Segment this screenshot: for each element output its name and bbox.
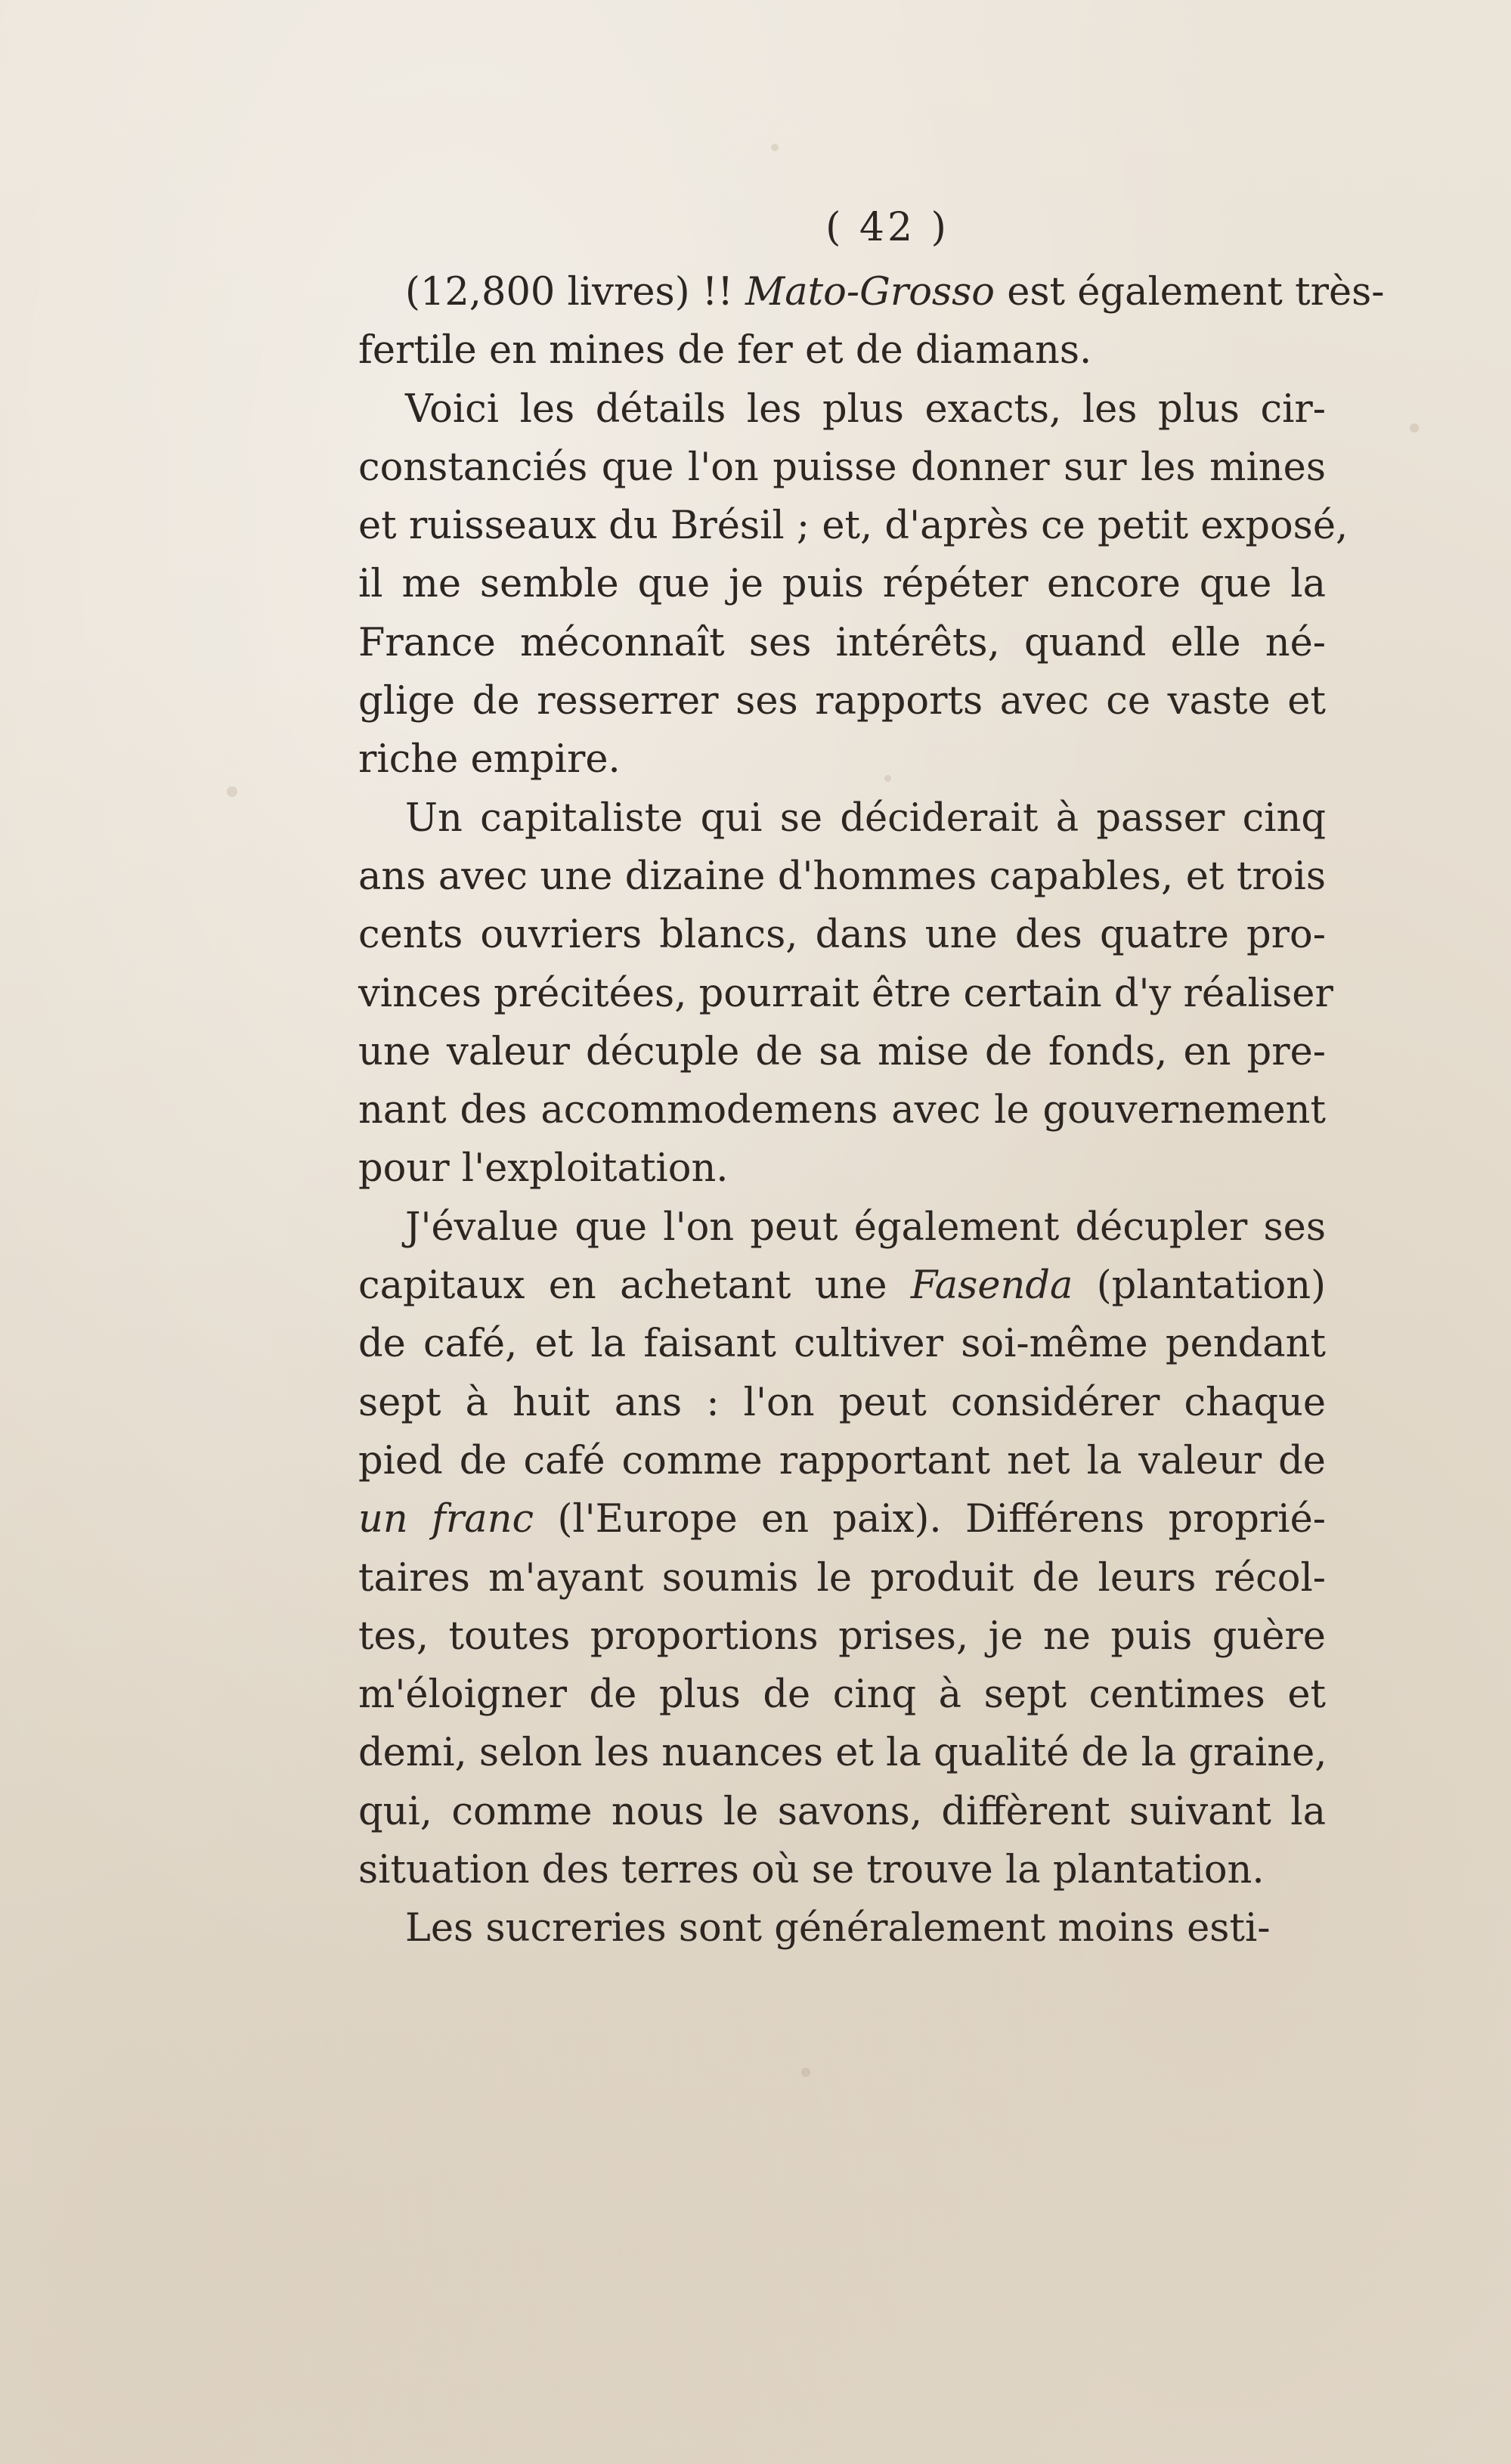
text-segment: vinces précitées, pourrait être certain d'y réaliser [358, 971, 1333, 1016]
text-line [358, 730, 1326, 789]
page-number: ( 42 ) [825, 205, 949, 250]
text-segment: (l'Europe en paix). Différens proprié- [534, 1497, 1326, 1542]
text-segment: (plantation) [1073, 1263, 1326, 1309]
text-segment: m'éloigner de plus de cinq à sept centimes et [358, 1672, 1326, 1718]
text-segment: glige de resserrer ses rapports avec ce vaste et [358, 679, 1326, 724]
text-segment: pour l'exploitation. [358, 1146, 729, 1192]
text-line [358, 614, 1326, 672]
text-line [358, 1899, 1326, 1957]
text-segment: taires m'ayant soumis le produit de leurs récol- [358, 1555, 1326, 1601]
text-segment: Un capitaliste qui se déciderait à passer cinq [405, 795, 1326, 841]
text-segment: nant des accommodemens avec le gouvernement [358, 1088, 1326, 1133]
text-line [358, 906, 1326, 964]
text-segment: est également très- [994, 270, 1385, 315]
text-segment: cents ouvriers blancs, dans une des quatre pro- [358, 913, 1326, 958]
italic-text: un franc [358, 1497, 534, 1542]
text-line [358, 1432, 1326, 1490]
text-line [358, 1607, 1326, 1666]
text-segment: France méconnaît ses intérêts, quand elle né- [358, 620, 1326, 665]
text-line [358, 1315, 1326, 1373]
foxing-spot [771, 144, 779, 151]
text-line [358, 555, 1326, 613]
text-line [358, 321, 1326, 380]
text-segment: demi, selon les nuances et la qualité de la graine, [358, 1731, 1327, 1776]
text-line [358, 1023, 1326, 1081]
text-line [358, 1139, 1326, 1198]
text-line [358, 380, 1326, 439]
text-segment: constanciés que l'on puisse donner sur les mines [358, 445, 1326, 490]
text-segment: il me semble que je puis répéter encore que la [358, 562, 1326, 607]
text-segment: de café, et la faisant cultiver soi-même pendant [358, 1322, 1326, 1367]
text-segment: et ruisseaux du Brésil ; et, d'après ce petit exposé, [358, 504, 1348, 549]
foxing-spot [227, 786, 237, 797]
text-segment: tes, toutes proportions prises, je ne puis guère [358, 1613, 1326, 1659]
text-segment: situation des terres où se trouve la plantation. [358, 1848, 1265, 1893]
text-segment: J'évalue que l'on peut également décupler ses [405, 1204, 1326, 1250]
text-segment: (12,800 livres) !! [405, 270, 746, 315]
text-line [358, 1783, 1326, 1841]
foxing-spot [1410, 423, 1419, 432]
text-segment: Les sucreries sont généralement moins esti- [405, 1906, 1271, 1951]
text-line [358, 263, 1385, 321]
text-line [358, 1081, 1326, 1139]
text-segment: pied de café comme rapportant net la valeur de [358, 1438, 1326, 1483]
text-line [358, 1666, 1326, 1724]
text-line [358, 1841, 1326, 1899]
text-line [358, 848, 1326, 906]
text-segment: qui, comme nous le savons, diffèrent suivant la [358, 1789, 1326, 1834]
text-segment: fertile en mines de fer et de diamans. [358, 328, 1092, 373]
italic-text: Fasenda [910, 1263, 1073, 1309]
text-block [358, 197, 1385, 1958]
text-segment: ans avec une dizaine d'hommes capables, et trois [358, 854, 1326, 899]
text-line [358, 1724, 1326, 1782]
text-segment: une valeur décuple de sa mise de fonds, en pre- [358, 1029, 1326, 1074]
text-segment: riche empire. [358, 737, 621, 783]
text-line [358, 789, 1326, 848]
text-line [358, 1198, 1326, 1257]
text-segment: capitaux en achetant une [358, 1263, 911, 1309]
text-line [358, 439, 1326, 497]
text-line [358, 1490, 1326, 1548]
text-line [358, 1549, 1326, 1607]
text-line [358, 497, 1348, 555]
text-line [358, 1257, 1326, 1315]
foxing-spot [801, 2068, 810, 2077]
text-segment: sept à huit ans : l'on peut considérer chaque [358, 1380, 1326, 1425]
italic-text: Mato-Grosso [745, 270, 995, 315]
text-line [358, 672, 1326, 730]
body-text [358, 263, 1385, 1958]
text-line [358, 965, 1333, 1023]
text-line [358, 1374, 1326, 1432]
text-segment: Voici les détails les plus exacts, les plus cir- [405, 386, 1326, 432]
